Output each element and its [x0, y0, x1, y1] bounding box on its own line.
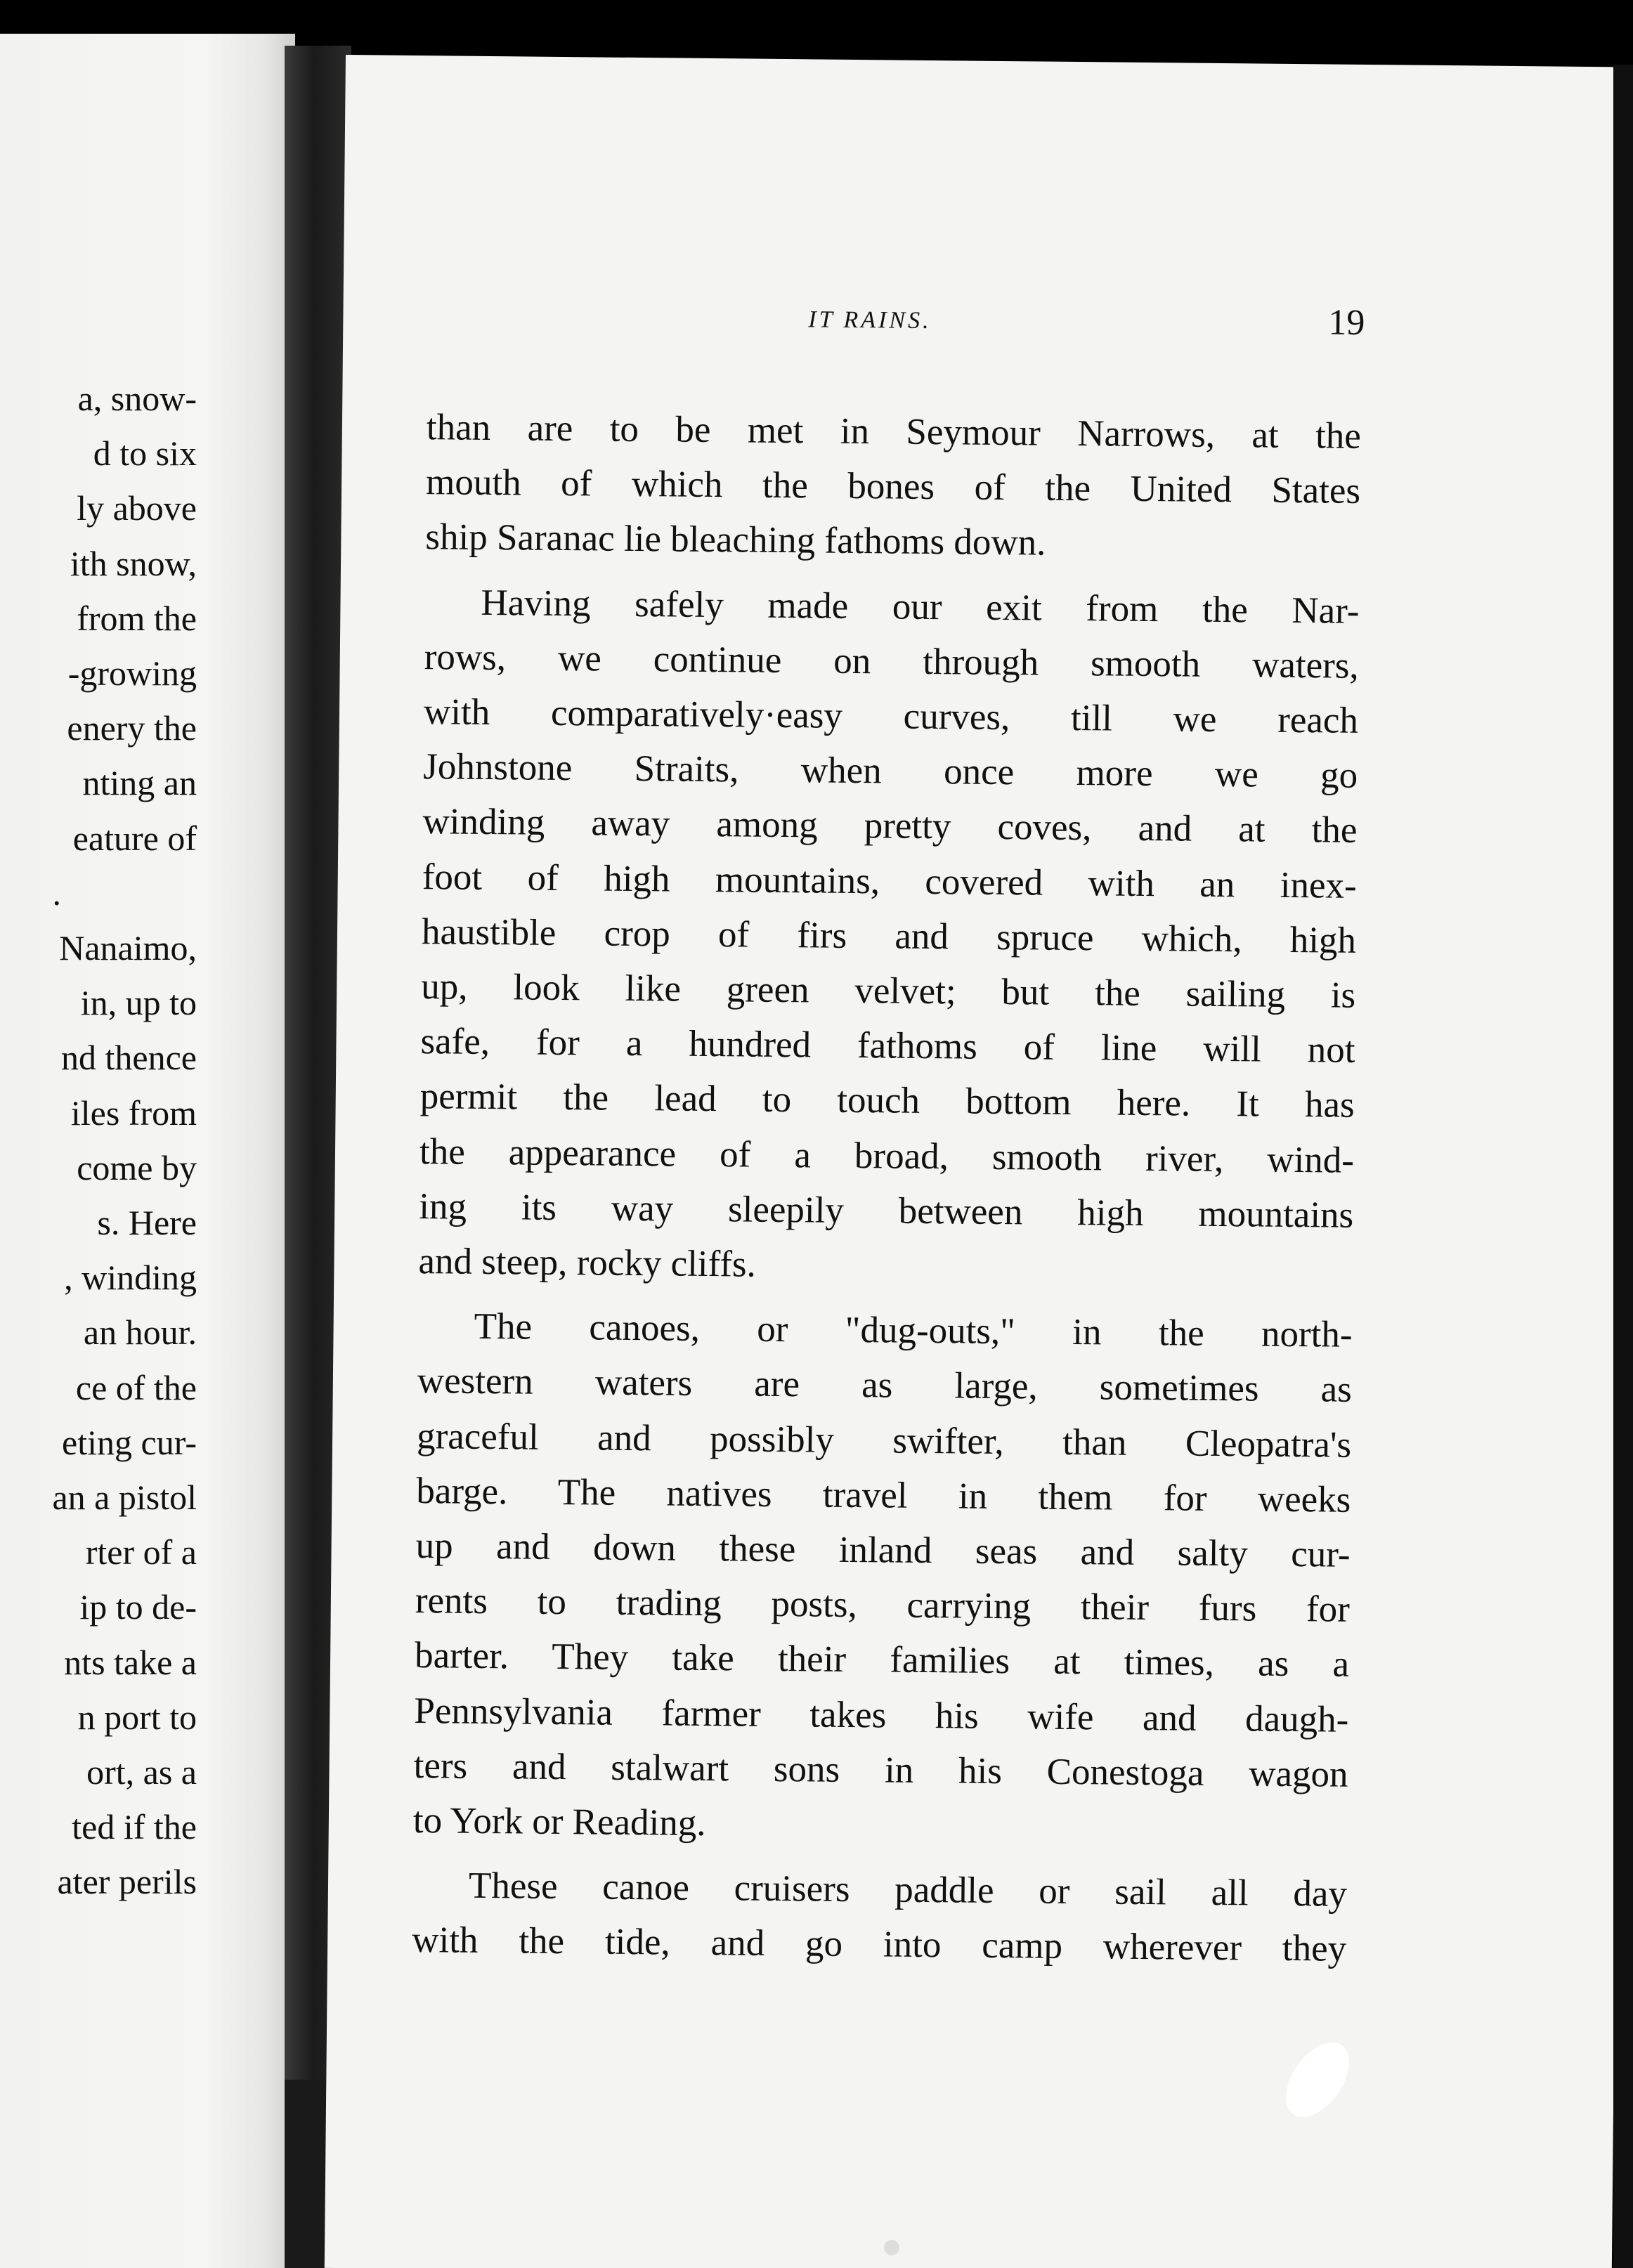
text-line: barge. The natives travel in them for weeks	[416, 1470, 1351, 1520]
text-line: Johnstone Straits, when once more we go	[422, 746, 1358, 797]
text-line: ters and stalwart sons in his Conestoga wagon	[413, 1745, 1348, 1795]
text-line: than are to be met in Seymour Narrows, at the	[426, 407, 1362, 457]
left-line: eature of	[72, 818, 197, 858]
text-line: ship Saranac lie bleaching fathoms down.	[425, 516, 1046, 564]
text-line: up, look like green velvet; but the sailing is	[420, 966, 1356, 1016]
page-number: 19	[1328, 302, 1365, 343]
text-line: to York or Reading.	[412, 1800, 706, 1844]
left-line: , winding	[64, 1258, 197, 1298]
left-line: ce of the	[75, 1367, 197, 1407]
left-line: enery the	[67, 708, 197, 748]
left-line: iles from	[70, 1093, 197, 1133]
page-edge-shadow	[1613, 65, 1633, 2268]
left-line: n port to	[77, 1697, 197, 1737]
text-line: rows, we continue on through smooth waters,	[424, 636, 1359, 686]
text-line: western waters are as large, sometimes as	[417, 1360, 1353, 1411]
text-line: Having safely made our exit from the Nar-	[481, 582, 1360, 632]
left-line: in, up to	[80, 983, 197, 1023]
left-line: nts take a	[64, 1642, 197, 1682]
left-line: nd thence	[61, 1038, 197, 1078]
text-line: with comparatively·easy curves, till we reach	[423, 691, 1359, 741]
left-line: Nanaimo,	[59, 928, 197, 968]
text-line: and steep, rocky cliffs.	[418, 1241, 757, 1285]
left-line: a, snow-	[77, 379, 197, 418]
right-page	[325, 55, 1633, 2268]
text-line: up and down these inland seas and salty cur-	[415, 1525, 1351, 1575]
text-line: These canoe cruisers paddle or sail all day	[468, 1865, 1348, 1915]
left-line: ater perils	[57, 1862, 197, 1902]
left-line: ted if the	[72, 1807, 197, 1847]
text-line: permit the lead to touch bottom here. It has	[419, 1076, 1355, 1126]
left-line: ith snow,	[70, 543, 197, 583]
left-line: ly above	[77, 488, 197, 528]
left-line: .	[52, 873, 61, 913]
text-line: mouth of which the bones of the United States	[425, 462, 1361, 512]
running-head: IT RAINS.	[808, 306, 932, 334]
text-line: safe, for a hundred fathoms of line will not	[420, 1021, 1355, 1071]
text-line: Pennsylvania farmer takes his wife and daugh-	[414, 1690, 1349, 1740]
left-line: eting cur-	[62, 1422, 197, 1462]
left-line: an hour.	[83, 1312, 197, 1353]
text-line: The canoes, or "dug-outs," in the north-	[474, 1306, 1353, 1356]
left-line: come by	[77, 1147, 197, 1187]
text-line: graceful and possibly swifter, than Cleopatra's	[416, 1415, 1352, 1466]
left-page-text	[52, 371, 197, 1910]
text-line: the appearance of a broad, smooth river, wind-	[419, 1130, 1355, 1181]
book-gutter-lower	[285, 2080, 327, 2268]
left-line: -growing	[67, 653, 197, 693]
text-line: ing its way sleepily between high mountains	[418, 1185, 1354, 1236]
left-line: rter of a	[85, 1532, 197, 1572]
text-line: barter. They take their families at times, as a	[414, 1635, 1350, 1686]
page-body-text	[412, 400, 1361, 1976]
left-line: ip to de-	[79, 1587, 197, 1627]
left-line: ort, as a	[86, 1752, 197, 1792]
left-line: from the	[77, 598, 197, 638]
left-line: d to six	[93, 434, 197, 474]
text-line: haustible crop of firs and spruce which, high	[421, 911, 1357, 961]
text-line: foot of high mountains, covered with an inex-	[422, 856, 1357, 906]
text-line: rents to trading posts, carrying their furs for	[415, 1580, 1351, 1631]
scan-blemish	[884, 2240, 899, 2255]
left-line: s. Here	[97, 1203, 197, 1243]
left-line: nting an	[82, 763, 197, 803]
text-line: with the tide, and go into camp wherever they	[411, 1920, 1347, 1970]
left-line: an a pistol	[52, 1478, 197, 1518]
left-page	[0, 34, 295, 2268]
text-line: winding away among pretty coves, and at the	[422, 801, 1358, 852]
